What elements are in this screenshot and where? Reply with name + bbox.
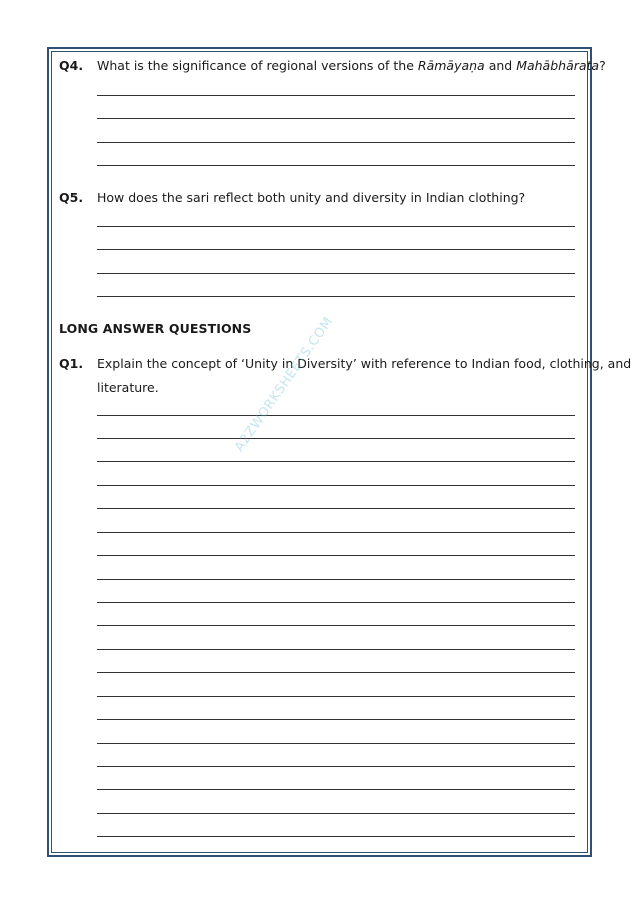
answer-line [97, 461, 575, 462]
answer-line [97, 696, 575, 697]
answer-line [97, 625, 575, 626]
question-4-text-before: What is the significance of regional versions of the [97, 58, 418, 73]
answer-line [97, 649, 575, 650]
answer-line [97, 296, 575, 297]
answer-line [97, 555, 575, 556]
answer-line [97, 579, 575, 580]
question-4-number: Q4. [59, 58, 84, 73]
answer-line [97, 226, 575, 227]
answer-line [97, 719, 575, 720]
answer-line [97, 813, 575, 814]
page-border-inner [51, 51, 588, 853]
answer-line [97, 438, 575, 439]
section-title-long-answer: LONG ANSWER QUESTIONS [59, 321, 252, 336]
answer-line [97, 672, 575, 673]
question-4-text [97, 54, 606, 77]
watermark: A2ZWORKSHEETS.COM [232, 314, 337, 455]
question-4-text-after: ? [599, 58, 606, 73]
long-question-1-line1: Explain the concept of ‘Unity in Diversity’ with reference to Indian food, clothing, and [97, 356, 632, 371]
answer-line [97, 766, 575, 767]
question-4-italic-mahabharata: Mahābhārata [516, 58, 600, 73]
answer-line [97, 415, 575, 416]
answer-line [97, 95, 575, 96]
answer-line [97, 789, 575, 790]
answer-line [97, 532, 575, 533]
answer-line [97, 118, 575, 119]
answer-line [97, 142, 575, 143]
answer-line [97, 273, 575, 274]
answer-line [97, 249, 575, 250]
answer-line [97, 836, 575, 837]
answer-line [97, 602, 575, 603]
answer-line [97, 485, 575, 486]
question-5-text: How does the sari reflect both unity and diversity in Indian clothing? [97, 190, 526, 205]
long-question-1-number: Q1. [59, 356, 84, 371]
long-question-1-line2: literature. [97, 380, 159, 395]
question-4-text-mid: and [484, 58, 517, 73]
answer-line [97, 165, 575, 166]
answer-line [97, 508, 575, 509]
question-4-italic-ramayana: Rāmāyaṇa [417, 58, 485, 73]
answer-line [97, 743, 575, 744]
question-5-number: Q5. [59, 190, 84, 205]
